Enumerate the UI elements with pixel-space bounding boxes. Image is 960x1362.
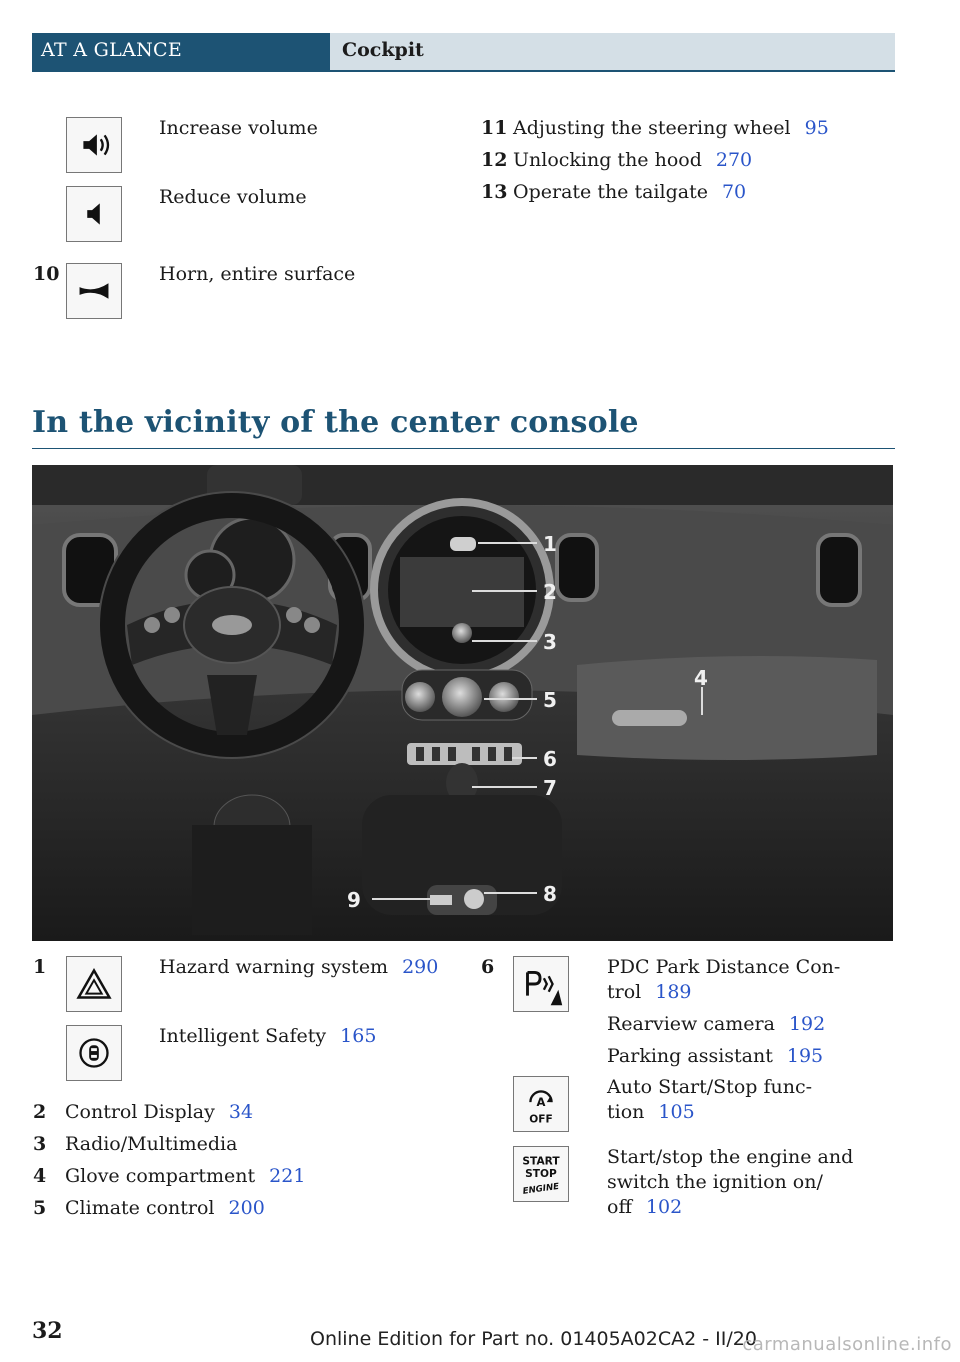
item-number-6: 6 xyxy=(481,956,495,978)
start-stop-page-link[interactable]: 102 xyxy=(645,1196,683,1218)
climate-control-item xyxy=(65,1196,265,1221)
start-stop-line2: switch the ignition on/ xyxy=(607,1171,823,1193)
section-title: In the vicinity of the center console xyxy=(32,405,639,440)
climate-control-page-link[interactable]: 200 xyxy=(228,1197,265,1219)
parking-assistant-page-link[interactable]: 195 xyxy=(786,1045,824,1067)
hazard-item xyxy=(159,955,438,980)
pdc-line1: PDC Park Distance Con- xyxy=(607,956,841,978)
hazard-page-link[interactable]: 290 xyxy=(402,956,439,978)
section-rule xyxy=(32,448,895,449)
item-number-5: 5 xyxy=(33,1197,47,1219)
auto-start-stop-icon xyxy=(513,1076,569,1132)
rearview-camera-page-link[interactable]: 192 xyxy=(788,1013,826,1035)
start-stop-engine-icon xyxy=(513,1146,569,1202)
auto-stop-line2-item xyxy=(607,1100,695,1125)
item-number-2: 2 xyxy=(33,1101,47,1123)
photo-callout-4: 4 xyxy=(694,666,708,690)
auto-stop-line2: tion xyxy=(607,1101,645,1123)
header-section-tab xyxy=(32,33,330,71)
increase-volume-label: Increase volume xyxy=(159,117,318,139)
control-display-page-link[interactable]: 34 xyxy=(228,1101,254,1123)
glove-compartment-page-link[interactable]: 221 xyxy=(269,1165,306,1187)
tailgate-item xyxy=(513,180,746,205)
page-number: 32 xyxy=(32,1318,63,1344)
intelligent-safety-item xyxy=(159,1024,376,1049)
steering-wheel-item xyxy=(513,116,829,141)
glove-compartment-item xyxy=(65,1164,305,1189)
item-number-3: 3 xyxy=(33,1133,47,1155)
item-number-13: 13 xyxy=(481,181,508,203)
photo-callout-8: 8 xyxy=(543,882,557,906)
item-number-11: 11 xyxy=(481,117,508,139)
hood-page-link[interactable]: 270 xyxy=(715,149,753,171)
header-section-label: AT A GLANCE xyxy=(41,39,183,61)
intelligent-safety-page-link[interactable]: 165 xyxy=(340,1025,377,1047)
hazard-label: Hazard warning system xyxy=(159,956,389,978)
pdc-page-link[interactable]: 189 xyxy=(655,981,692,1003)
start-stop-line1: Start/stop the engine and xyxy=(607,1146,854,1168)
auto-stop-line1: Auto Start/Stop func- xyxy=(607,1076,813,1098)
tailgate-page-link[interactable]: 70 xyxy=(721,181,747,203)
horn-label: Horn, entire surface xyxy=(159,263,356,285)
tailgate-label: Operate the tailgate xyxy=(513,181,708,203)
header-chapter-label: Cockpit xyxy=(342,39,424,61)
photo-callout-7: 7 xyxy=(543,776,557,800)
photo-callout-2: 2 xyxy=(543,580,557,604)
climate-control-label: Climate control xyxy=(65,1197,215,1219)
photo-callout-6: 6 xyxy=(543,747,557,771)
parking-assistant-item xyxy=(607,1044,823,1069)
parking-assistant-label: Parking assistant xyxy=(607,1045,773,1067)
pdc-icon xyxy=(513,956,569,1012)
engine-icon-text: ENGINE xyxy=(522,1181,560,1197)
header-chapter-tab xyxy=(330,33,895,71)
start-stop-line3: off xyxy=(607,1196,632,1218)
horn-icon xyxy=(66,263,122,319)
volume-down-icon xyxy=(66,186,122,242)
cockpit-photo xyxy=(32,465,893,941)
photo-callout-1: 1 xyxy=(543,532,557,556)
start-stop-line3-item xyxy=(607,1195,682,1220)
intelligent-safety-label: Intelligent Safety xyxy=(159,1025,327,1047)
photo-callout-3: 3 xyxy=(543,630,557,654)
radio-multimedia-label: Radio/Multimedia xyxy=(65,1133,238,1155)
control-display-label: Control Display xyxy=(65,1101,215,1123)
hazard-warning-icon xyxy=(66,956,122,1012)
item-number-10: 10 xyxy=(33,263,60,285)
stop-icon-text: STOP xyxy=(525,1167,557,1180)
hood-label: Unlocking the hood xyxy=(513,149,702,171)
header-rule xyxy=(32,70,895,72)
steering-wheel-page-link[interactable]: 95 xyxy=(804,117,829,139)
volume-up-icon xyxy=(66,117,122,173)
pdc-line2-item xyxy=(607,980,692,1005)
reduce-volume-label: Reduce volume xyxy=(159,186,307,208)
rearview-camera-label: Rearview camera xyxy=(607,1013,775,1035)
item-number-4: 4 xyxy=(33,1165,47,1187)
auto-stop-page-link[interactable]: 105 xyxy=(658,1101,695,1123)
item-number-1: 1 xyxy=(33,956,47,978)
control-display-item xyxy=(65,1100,253,1125)
photo-callout-5: 5 xyxy=(543,688,557,712)
hood-item xyxy=(513,148,752,173)
watermark: carmanualsonline.info xyxy=(742,1334,952,1355)
footer-edition: Online Edition for Part no. 01405A02CA2 - II/20 xyxy=(310,1328,757,1350)
steering-wheel-label: Adjusting the steering wheel xyxy=(513,117,791,139)
photo-callout-9: 9 xyxy=(347,888,361,912)
item-number-12: 12 xyxy=(481,149,508,171)
auto-stop-icon-off: OFF xyxy=(529,1113,553,1126)
pdc-line2: trol xyxy=(607,981,642,1003)
start-icon-text: START xyxy=(522,1155,560,1168)
rearview-camera-item xyxy=(607,1012,825,1037)
intelligent-safety-icon xyxy=(66,1025,122,1081)
glove-compartment-label: Glove compartment xyxy=(65,1165,256,1187)
auto-stop-icon-letter: A xyxy=(536,1094,546,1109)
